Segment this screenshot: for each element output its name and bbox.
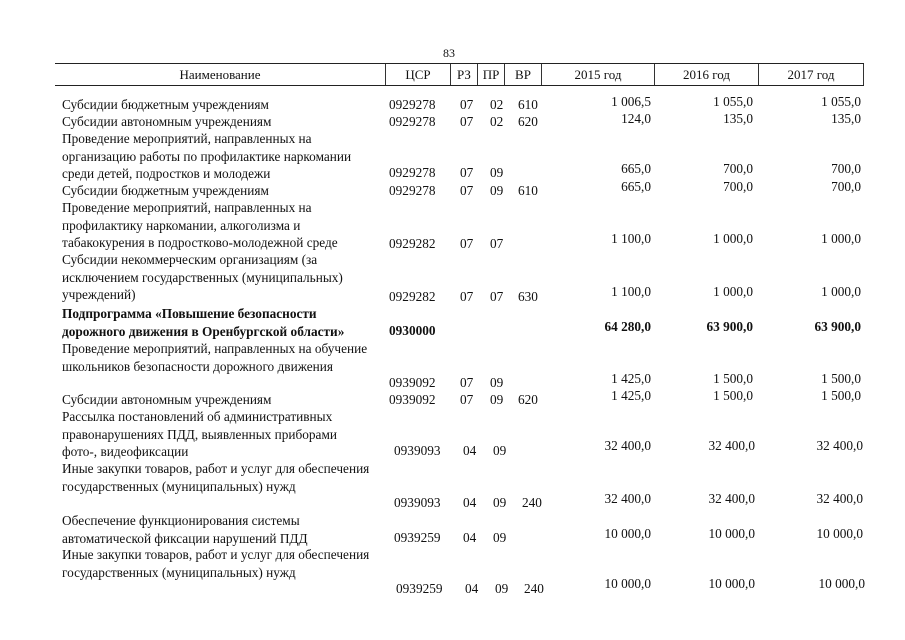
row-2016: 1 000,0 bbox=[713, 284, 753, 299]
row-csr: 0929278 bbox=[389, 97, 436, 112]
row-pr: 02 bbox=[490, 114, 504, 129]
row-name: Рассылка постановлений об административных правонарушениях ПДД, выявленных приборами фото-, видеофиксации bbox=[62, 409, 337, 459]
header-rz: РЗ bbox=[457, 67, 471, 82]
row-2017: 700,0 bbox=[831, 161, 861, 176]
row-pr: 09 bbox=[493, 443, 507, 458]
row-csr: 0939259 bbox=[394, 530, 441, 545]
row-2015: 665,0 bbox=[621, 179, 651, 194]
row-name: Субсидии бюджетным учреждениям bbox=[62, 183, 269, 198]
row-vr: 620 bbox=[518, 392, 538, 407]
row-pr: 09 bbox=[490, 392, 504, 407]
page-number: 83 bbox=[443, 46, 455, 60]
table-header bbox=[55, 63, 864, 86]
row-name: Субсидии некоммерческим организациям (за исключением государственных (муниципальных) учреждений) bbox=[62, 252, 343, 302]
row-2017: 10 000,0 bbox=[818, 576, 865, 591]
row-csr: 0929278 bbox=[389, 114, 436, 129]
row-2015: 64 280,0 bbox=[604, 319, 651, 334]
row-2016: 10 000,0 bbox=[708, 576, 755, 591]
row-rz: 07 bbox=[460, 165, 474, 180]
row-2015: 10 000,0 bbox=[604, 526, 651, 541]
header-vr: ВР bbox=[515, 67, 531, 82]
row-pr: 02 bbox=[490, 97, 504, 112]
row-name: Проведение мероприятий, направленных на обучение школьников безопасности дорожного движения bbox=[62, 341, 368, 374]
row-2016: 1 055,0 bbox=[713, 94, 753, 109]
row-2017: 1 000,0 bbox=[821, 284, 861, 299]
row-csr: 0929278 bbox=[389, 165, 436, 180]
row-2015: 1 100,0 bbox=[611, 284, 651, 299]
header-csr: ЦСР bbox=[405, 67, 431, 82]
row-pr: 09 bbox=[493, 495, 507, 510]
row-2016: 1 500,0 bbox=[713, 371, 753, 386]
row-2015: 32 400,0 bbox=[604, 438, 651, 453]
row-2017: 1 000,0 bbox=[821, 231, 861, 246]
row-2017: 1 500,0 bbox=[821, 388, 861, 403]
row-rz: 07 bbox=[460, 375, 474, 390]
row-rz: 07 bbox=[460, 114, 474, 129]
row-csr: 0929278 bbox=[389, 183, 436, 198]
row-name: Субсидии автономным учреждениям bbox=[62, 392, 272, 407]
row-2016: 700,0 bbox=[723, 179, 753, 194]
row-2015: 1 425,0 bbox=[611, 371, 651, 386]
header-name: Наименование bbox=[179, 67, 261, 82]
header-divider bbox=[863, 64, 864, 85]
row-pr: 09 bbox=[490, 183, 504, 198]
row-csr: 0939092 bbox=[389, 392, 436, 407]
row-name: Субсидии автономным учреждениям bbox=[62, 114, 272, 129]
row-rz: 07 bbox=[460, 236, 474, 251]
row-name: Проведение мероприятий, направленных на организацию работы по профилактике наркомании среди детей, подростков и молодежи bbox=[62, 131, 352, 181]
row-name: Иные закупки товаров, работ и услуг для обеспечения государственных (муниципальных) нужд bbox=[62, 461, 370, 494]
header-2016: 2016 год bbox=[683, 67, 730, 82]
row-pr: 07 bbox=[490, 236, 504, 251]
row-vr: 610 bbox=[518, 97, 538, 112]
row-2016: 32 400,0 bbox=[708, 491, 755, 506]
row-2017: 32 400,0 bbox=[816, 438, 863, 453]
row-csr: 0939093 bbox=[394, 443, 441, 458]
row-2017: 10 000,0 bbox=[816, 526, 863, 541]
row-pr: 09 bbox=[493, 530, 507, 545]
row-2015: 1 425,0 bbox=[611, 388, 651, 403]
row-name: Иные закупки товаров, работ и услуг для обеспечения государственных (муниципальных) нужд bbox=[62, 547, 370, 580]
row-rz: 04 bbox=[463, 530, 477, 545]
row-rz: 07 bbox=[460, 289, 474, 304]
row-csr: 0929282 bbox=[389, 289, 436, 304]
row-csr: 0930000 bbox=[389, 323, 436, 338]
row-rz: 07 bbox=[460, 183, 474, 198]
row-2017: 135,0 bbox=[831, 111, 861, 126]
row-rz: 04 bbox=[463, 495, 477, 510]
row-rz: 07 bbox=[460, 97, 474, 112]
row-name: Обеспечение функционирования системы автоматической фиксации нарушений ПДД bbox=[62, 513, 308, 546]
row-rz: 07 bbox=[460, 392, 474, 407]
row-2017: 63 900,0 bbox=[814, 319, 861, 334]
row-pr: 09 bbox=[490, 165, 504, 180]
row-vr: 240 bbox=[522, 495, 542, 510]
row-2016: 10 000,0 bbox=[708, 526, 755, 541]
row-rz: 04 bbox=[463, 443, 477, 458]
row-2017: 700,0 bbox=[831, 179, 861, 194]
row-2015: 1 100,0 bbox=[611, 231, 651, 246]
row-rz: 04 bbox=[465, 581, 479, 596]
row-2015: 32 400,0 bbox=[604, 491, 651, 506]
row-2016: 63 900,0 bbox=[706, 319, 753, 334]
header-pr: ПР bbox=[482, 67, 500, 82]
row-2016: 1 000,0 bbox=[713, 231, 753, 246]
header-2017: 2017 год bbox=[787, 67, 835, 82]
row-2016: 32 400,0 bbox=[708, 438, 755, 453]
row-pr: 09 bbox=[490, 375, 504, 390]
row-pr: 09 bbox=[495, 581, 509, 596]
row-2015: 1 006,5 bbox=[611, 94, 651, 109]
row-name: Проведение мероприятий, направленных на профилактику наркомании, алкоголизма и табакокурения в подростково-молодежной среде bbox=[62, 200, 338, 250]
row-2016: 135,0 bbox=[723, 111, 753, 126]
row-pr: 07 bbox=[490, 289, 504, 304]
row-csr: 0939092 bbox=[389, 375, 436, 390]
row-2017: 1 500,0 bbox=[821, 371, 861, 386]
row-csr: 0939093 bbox=[394, 495, 441, 510]
row-2017: 32 400,0 bbox=[816, 491, 863, 506]
row-csr: 0939259 bbox=[396, 581, 443, 596]
row-2017: 1 055,0 bbox=[821, 94, 861, 109]
row-2015: 124,0 bbox=[621, 111, 651, 126]
header-2015: 2015 год bbox=[574, 67, 622, 82]
row-2016: 700,0 bbox=[723, 161, 753, 176]
row-2015: 10 000,0 bbox=[604, 576, 651, 591]
row-vr: 610 bbox=[518, 183, 538, 198]
row-vr: 620 bbox=[518, 114, 538, 129]
row-vr: 240 bbox=[524, 581, 544, 596]
row-csr: 0929282 bbox=[389, 236, 436, 251]
row-vr: 630 bbox=[518, 289, 538, 304]
row-2015: 665,0 bbox=[621, 161, 651, 176]
row-name: Подпрограмма «Повышение безопасности дорожного движения в Оренбургской области» bbox=[62, 306, 345, 339]
row-name: Субсидии бюджетным учреждениям bbox=[62, 97, 269, 112]
row-2016: 1 500,0 bbox=[713, 388, 753, 403]
